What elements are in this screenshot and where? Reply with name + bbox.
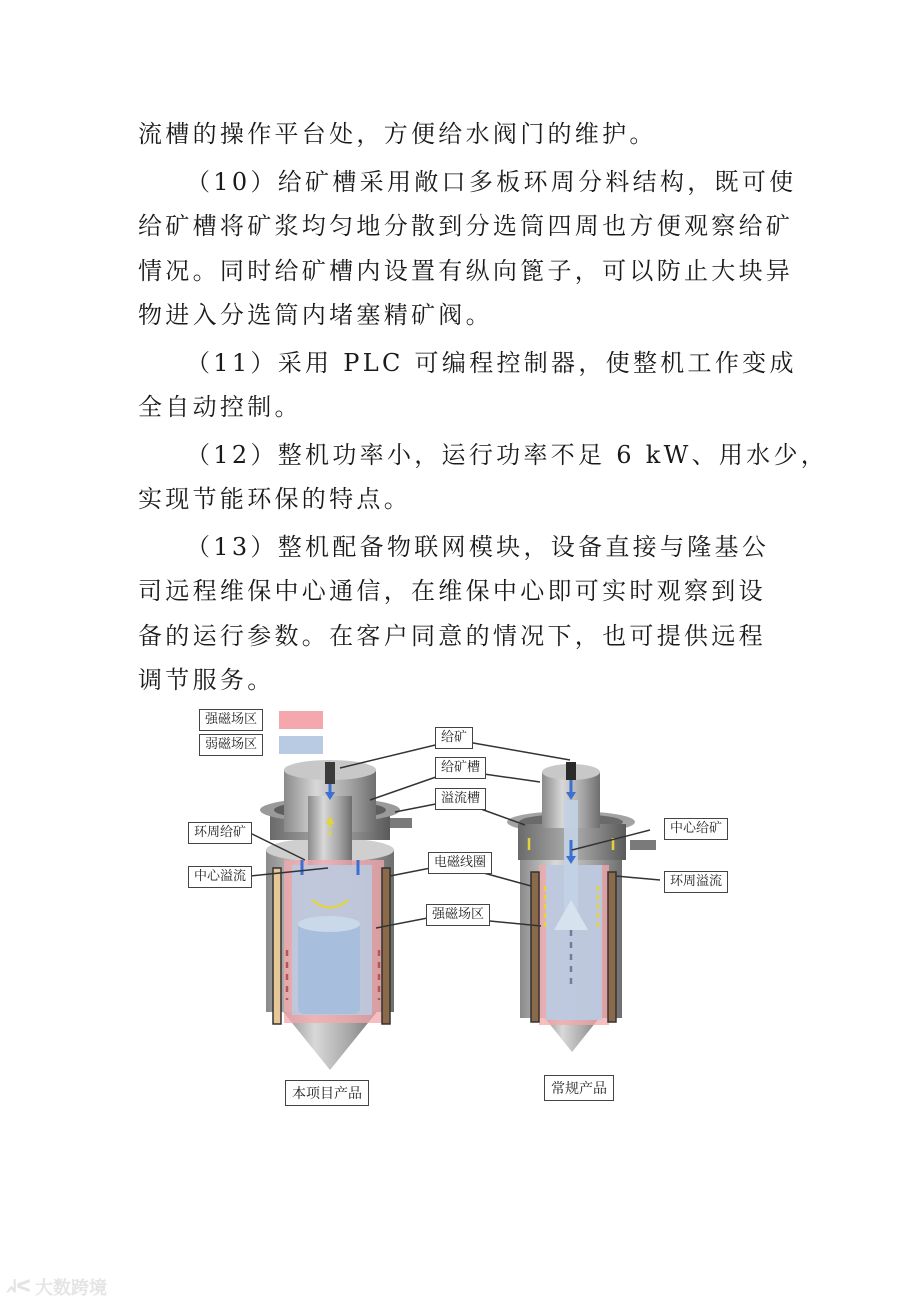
text-line: 实现节能环保的特点。 <box>138 485 411 513</box>
text-line: 流槽的操作平台处，方便给水阀门的维护。 <box>138 120 657 148</box>
paragraph-item-13 <box>138 525 788 703</box>
k-logo-icon: ᖽᐸ <box>6 1277 32 1297</box>
legend-label: 弱磁场区 <box>199 734 263 756</box>
label-peripheral-feed: 环周给矿 <box>188 822 252 844</box>
watermark-text: 大数跨境 <box>35 1278 108 1299</box>
text-line: （13）整机配备物联网模块，设备直接与隆基公 <box>186 532 770 561</box>
text-line: 全自动控制。 <box>138 393 302 421</box>
right-coil-right <box>608 872 616 1022</box>
right-coil-left <box>531 872 539 1022</box>
label-center-feed: 中心给矿 <box>664 818 728 840</box>
legend-strong-row <box>199 709 323 731</box>
text-line: 司远程维保中心通信，在维保中心即可实时观察到设 <box>138 577 766 605</box>
caption-this-product: 本项目产品 <box>285 1080 369 1106</box>
legend-weak-row <box>199 734 323 756</box>
paragraph-item-11 <box>138 341 797 430</box>
text-line: 物进入分选筒内堵塞精矿阀。 <box>138 301 493 329</box>
text-line: 备的运行参数。在客户同意的情况下，也可提供远程 <box>138 621 766 650</box>
paragraph-1 <box>138 112 788 157</box>
left-coil-left <box>273 868 281 1024</box>
caption-conventional-product: 常规产品 <box>544 1075 614 1101</box>
text-line: （11）采用 PLC 可编程控制器，使整机工作变成 <box>186 348 797 377</box>
text-line: （12）整机功率小，运行功率不足 6 kW、用水少， <box>186 440 829 469</box>
paragraph-item-10 <box>138 160 797 338</box>
left-inner-drum <box>298 922 360 1014</box>
label-strong-zone: 强磁场区 <box>426 904 490 926</box>
paragraph-item-12 <box>138 433 829 522</box>
body-text <box>138 112 829 706</box>
label-feed: 给矿 <box>435 727 473 749</box>
text-line: 调节服务。 <box>138 666 275 694</box>
text-line: （10）给矿槽采用敞口多板环周分料结构，既可使 <box>186 167 797 196</box>
label-overflow-trough: 溢流槽 <box>435 788 486 810</box>
right-separator <box>507 762 656 1052</box>
legend-label: 强磁场区 <box>199 709 263 731</box>
text-line: 情况。同时给矿槽内设置有纵向篦子，可以防止大块异 <box>138 256 794 285</box>
left-separator <box>260 760 412 1070</box>
label-peripheral-overflow: 环周溢流 <box>664 871 728 893</box>
weak-field-swatch <box>279 736 323 754</box>
watermark <box>6 1274 107 1300</box>
label-coil: 电磁线圈 <box>428 852 492 874</box>
left-coil-right <box>382 868 390 1024</box>
text-line: 给矿槽将矿浆均匀地分散到分选筒四周也方便观察给矿 <box>138 212 794 240</box>
strong-field-swatch <box>279 711 323 729</box>
label-feed-trough: 给矿槽 <box>435 757 486 779</box>
label-center-overflow: 中心溢流 <box>188 866 252 888</box>
separator-comparison-figure <box>180 700 760 1110</box>
